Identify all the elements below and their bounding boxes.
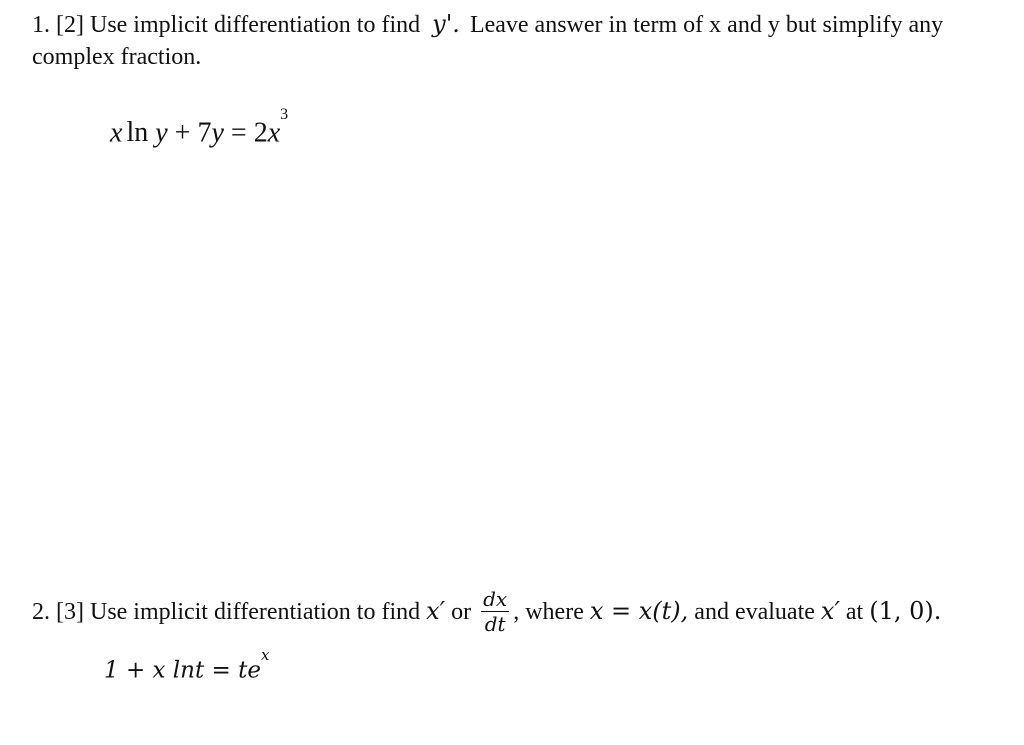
eq2-exponent: x [261, 646, 270, 664]
eq2-equals: = [211, 657, 231, 684]
eq2-lhs: 1 + x lnt [104, 657, 205, 684]
eq1-y: y [155, 117, 168, 149]
eq1-equals: = [230, 117, 247, 149]
problem-1-points: [2] [56, 12, 84, 38]
problem-2-points: [3] [56, 599, 84, 626]
problem-2-point: (1, 0). [869, 597, 942, 626]
eq2-rhs: te [238, 657, 261, 684]
problem-2-x-prime: x′ [426, 597, 446, 626]
eq1-exponent: 3 [280, 106, 289, 123]
problem-2-definition: x = x(t), [589, 597, 689, 626]
problem-1-instruction-continued: Leave answer in term of x and y but simplify any [469, 12, 944, 38]
problem-2-prompt [32, 587, 942, 637]
eq1-ln: ln [126, 117, 149, 149]
problem-2-number: 2. [32, 599, 50, 626]
problem-1-prompt-line-1 [32, 10, 943, 39]
problem-2-comma: , [513, 599, 520, 626]
problem-2-or: or [451, 599, 472, 626]
problem-2-at: at [845, 599, 864, 626]
problem-1-prompt-line-2: complex fraction. [32, 44, 202, 70]
problem-2-equation [104, 646, 270, 685]
problem-2-where: where [525, 599, 584, 626]
problem-1-number: 1. [32, 12, 50, 38]
problem-1-equation [110, 106, 289, 149]
problem-2-evaluate-text: and evaluate [694, 599, 815, 626]
fraction-denominator: dt [484, 612, 506, 636]
eq1-coefficient: 7 [197, 117, 212, 149]
eq1-y-2: y [211, 117, 224, 149]
fraction-numerator: dx [483, 587, 508, 611]
eq1-rhs-coefficient: 2 [253, 117, 268, 149]
eq1-plus: + [174, 117, 191, 149]
problem-1-target-variable: y'. [432, 10, 460, 38]
eq1-x: x [110, 117, 123, 149]
problem-2-fraction [481, 588, 509, 635]
eq1-rhs-x: x [267, 117, 281, 149]
problem-1-instruction: Use implicit differentiation to find [89, 12, 421, 38]
problem-2-x-prime-2: x′ [820, 597, 840, 626]
problem-2-instruction: Use implicit differentiation to find [89, 599, 421, 626]
